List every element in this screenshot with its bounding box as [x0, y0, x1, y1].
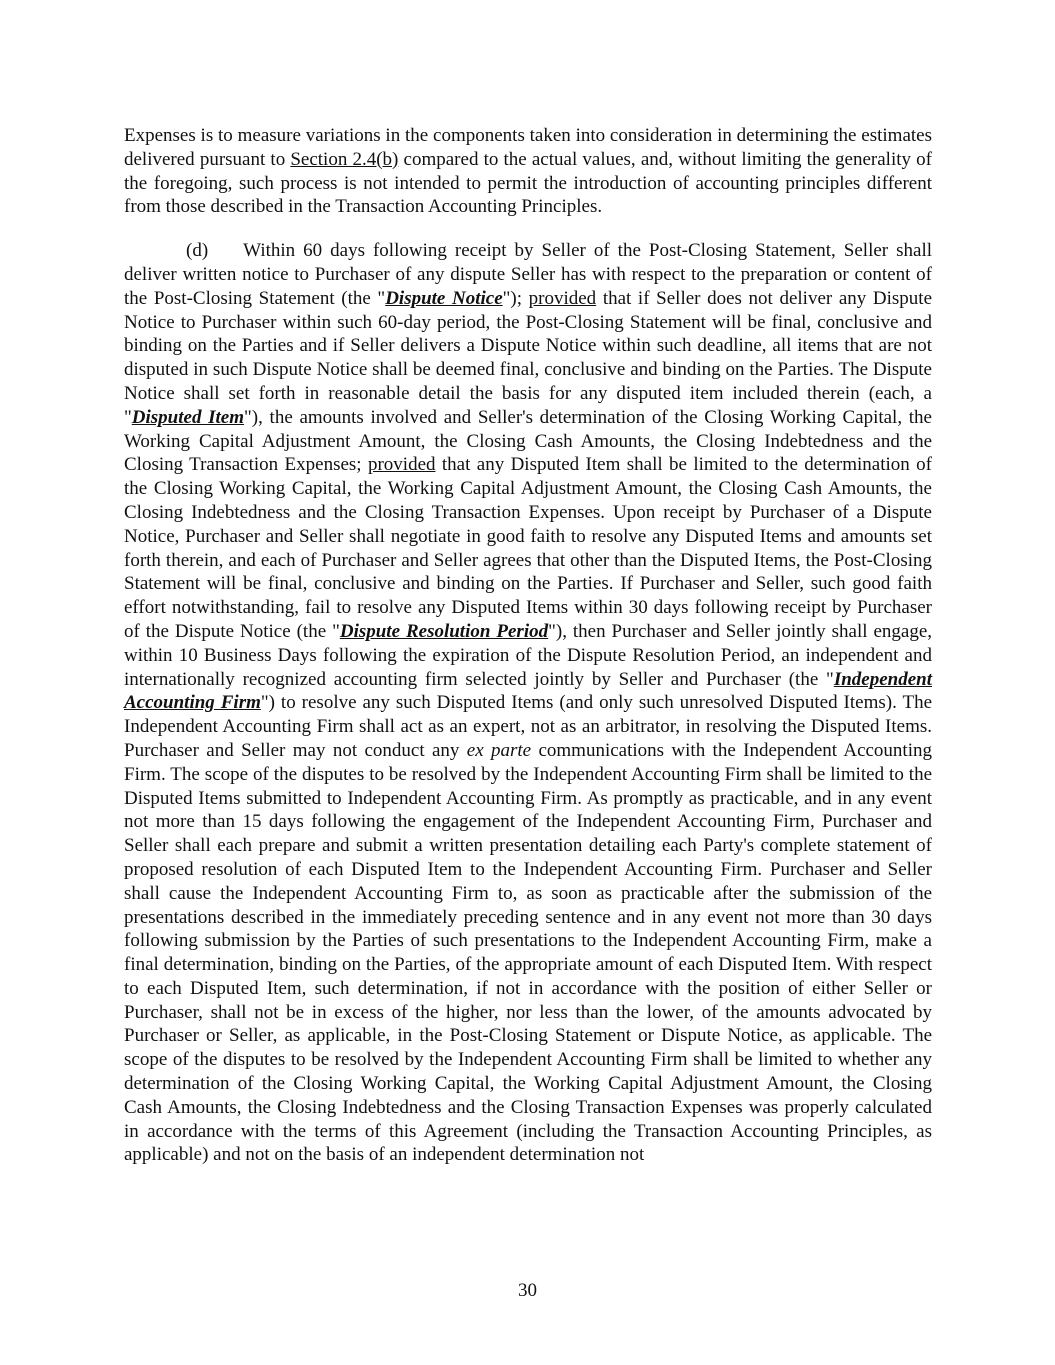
document-page	[124, 124, 932, 1167]
defined-term-dispute-resolution-period: Dispute Resolution Period	[339, 620, 549, 642]
text-run: that if Seller does not deliver any Dispute Notice to Purchaser within such 60-day period, the Post-Closing Statement will be final, conclusive and binding on the Parties and if Seller delivers a Dispute Notice within such deadline, all items that are not disputed in such Dispute Notice shall be deemed final, conclusive and binding on the Parties. The Dispute Notice shall set forth in reasonable detail the basis for any disputed item included therein (each, a "	[124, 287, 932, 428]
text-run: communications with the Independent Accounting Firm. The scope of the disputes to be resolved by the Independent Accounting Firm shall be limited to the Disputed Items submitted to Independent Accounting Firm. As promptly as practicable, and in any event not more than 15 days following the engagement of the Independent Accounting Firm, Purchaser and Seller shall each prepare and submit a written presentation detailing each Party's complete statement of proposed resolution of each Disputed Item to the Independent Accounting Firm. Purchaser and Seller shall cause the Independent Accounting Firm to, as soon as practicable after the submission of the presentations described in the immediately preceding sentence and in any event not more than 30 days following submission by the Parties of such presentations to the Independent Accounting Firm, make a final determination, binding on the Parties, of the appropriate amount of each Disputed Item. With respect to each Disputed Item, such determination, if not in accordance with the position of either Seller or Purchaser, shall not be in excess of the higher, nor less than the lower, of the amounts advocated by Purchaser or Seller, as applicable, in the Post-Closing Statement or Dispute Notice, as applicable. The scope of the disputes to be resolved by the Independent Accounting Firm shall be limited to whether any determination of the Closing Working Capital, the Working Capital Adjustment Amount, the Closing Cash Amounts, the Closing Indebtedness and the Closing Transaction Expenses was properly calculated in accordance with the terms of this Agreement (including the Transaction Accounting Principles, as applicable) and not on the basis of an independent determination not	[124, 739, 932, 1166]
paragraph-c-continuation	[124, 124, 932, 219]
paragraph-d	[124, 239, 932, 1167]
page-number: 30	[518, 1280, 537, 1301]
text-run: "), the amounts involved and Seller's determination of the Closing Working Capital, the Working Capital Adjustment Amount, the Closing Cash Amounts, the Closing Indebtedness and the Closing Transaction Expenses;	[124, 406, 932, 476]
provided-term: provided	[528, 287, 597, 309]
text-run: "), then Purchaser and Seller jointly shall engage, within 10 Business Days following the expiration of the Dispute Resolution Period, an independent and internationally recognized accounting firm selected jointly by Seller and Purchaser (the "	[124, 620, 933, 690]
defined-term-independent-accounting-firm: Independent Accounting Firm	[124, 668, 932, 714]
provided-term: provided	[367, 454, 436, 476]
text-run: that any Disputed Item shall be limited to the determination of the Closing Working Capital, the Working Capital Adjustment Amount, the Closing Cash Amounts, the Closing Indebtedness and the Closing Transaction Expenses. Upon receipt by Purchaser of a Dispute Notice, Purchaser and Seller shall negotiate in good faith to resolve any Disputed Items and amounts set forth therein, and each of Purchaser and Seller agrees that other than the Disputed Items, the Post-Closing Statement will be final, conclusive and binding on the Parties. If Purchaser and Seller, such good faith effort notwithstanding, fail to resolve any Disputed Items within 30 days following receipt by Purchaser of the Dispute Notice (the "	[124, 454, 932, 642]
text-run: Within 60 days following receipt by Seller of the Post-Closing Statement, Seller shall deliver written notice to Purchaser of any dispute Seller has with respect to the preparation or content of the Post-Closing Statement (the "	[124, 240, 932, 309]
paragraph-label: (d)	[186, 240, 209, 262]
text-run: compared to the actual values, and, without limiting the generality of the foregoing, such process is not intended to permit the introduction of accounting principles different from those described in the Transaction Accounting Principles.	[124, 148, 932, 218]
defined-term-disputed-item: Disputed Item	[131, 406, 245, 428]
section-reference-link[interactable]: Section 2.4(b)	[290, 148, 399, 170]
text-run: ");	[502, 287, 529, 309]
defined-term-dispute-notice: Dispute Notice	[385, 287, 503, 309]
text-run: Expenses is to measure variations in the components taken into consideration in determining the estimates delivered pursuant to	[124, 125, 932, 170]
text-run: ") to resolve any such Disputed Items (and only such unresolved Disputed Items). The Independent Accounting Firm shall act as an expert, not as an arbitrator, in resolving the Disputed Items. Purchaser and Seller may not conduct any	[124, 692, 932, 761]
italic-term-ex-parte: ex parte	[466, 739, 532, 761]
